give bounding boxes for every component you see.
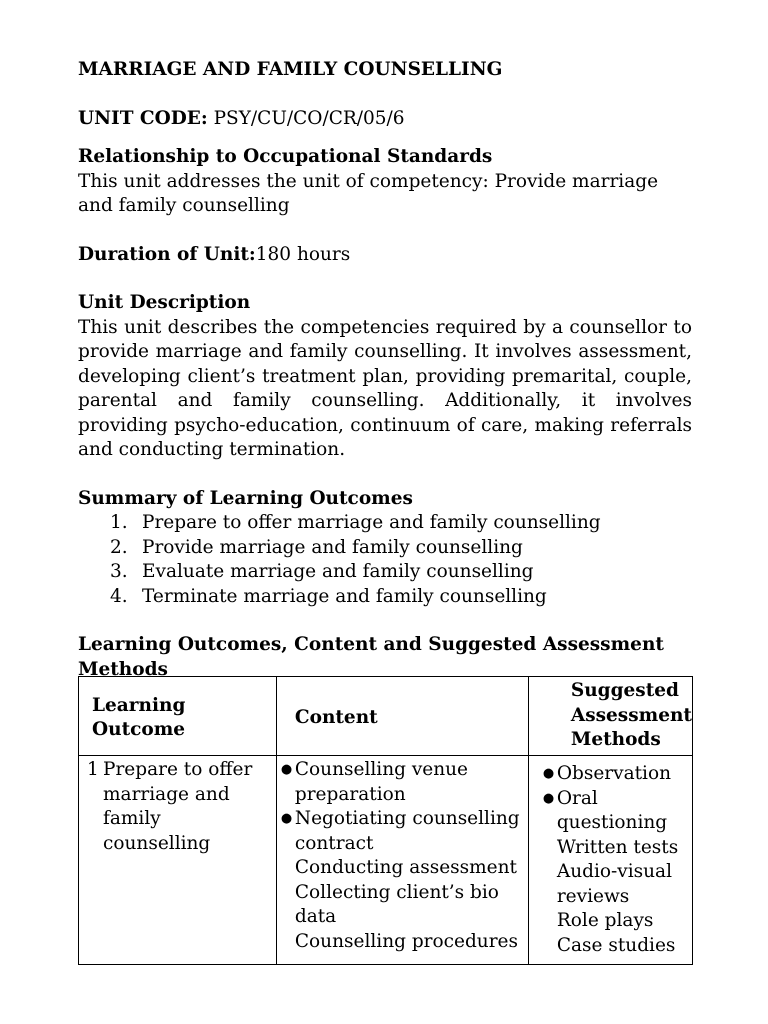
bullet-icon: ● xyxy=(280,762,293,777)
list-item: Collecting client’s bio data xyxy=(294,881,499,927)
relationship-text: This unit addresses the unit of competency: Provide marriage and family counselling xyxy=(78,170,659,216)
description-text: This unit describes the competencies required by a counsellor to provide marriage and family counselling. It involves assessment, developing client’s treatment plan, providing premarital, couple, parental and family counselling. Additionally, it involves providing psycho-education, continuum of care, making referrals and conducting termination. xyxy=(78,316,692,460)
header-learning-outcome: Learning Outcome xyxy=(79,677,277,756)
duration-line xyxy=(78,243,692,268)
list-item: ● Negotiating counselling contract xyxy=(280,808,520,854)
summary-list xyxy=(78,511,692,609)
learning-outcome-cell xyxy=(79,756,277,965)
unit-code-line xyxy=(78,107,692,131)
summary-heading: Summary of Learning Outcomes xyxy=(78,487,413,509)
assessment-cell xyxy=(528,756,692,965)
list-item: questioning xyxy=(556,812,668,833)
header-content: Content xyxy=(276,677,528,756)
unit-title: MARRIAGE AND FAMILY COUNSELLING xyxy=(78,59,503,80)
list-item-text: Evaluate marriage and family counselling xyxy=(142,561,534,582)
list-item-text: Terminate marriage and family counselling xyxy=(142,585,547,607)
list-item: Case studies xyxy=(556,934,676,956)
header-assessment-methods: Suggested Assessment Methods xyxy=(528,677,692,756)
duration-value: 180 hours xyxy=(255,243,351,265)
outcome-text: Prepare to offer marriage and family counselling xyxy=(103,759,253,854)
relationship-heading: Relationship to Occupational Standards xyxy=(78,146,493,167)
content-cell xyxy=(276,756,528,965)
list-item-number: 3. xyxy=(110,561,128,582)
outcome-number: 1 xyxy=(87,759,99,780)
list-item xyxy=(78,560,692,585)
list-item-number: 4. xyxy=(110,585,128,607)
list-item: Counselling procedures xyxy=(294,930,519,952)
duration-label: Duration of Unit: xyxy=(78,243,256,265)
list-item: Audio-visual xyxy=(556,861,672,882)
list-item xyxy=(78,511,692,536)
assessment-list xyxy=(543,762,690,811)
table-row xyxy=(79,756,693,965)
content-list xyxy=(281,758,526,856)
list-item xyxy=(78,585,692,610)
bullet-icon: ● xyxy=(542,766,555,781)
list-item: Written tests xyxy=(556,836,679,858)
description-heading: Unit Description xyxy=(78,292,251,313)
list-item: Role plays xyxy=(556,910,654,931)
list-item-number: 2. xyxy=(110,536,128,558)
list-item: ● Observation xyxy=(543,762,690,787)
list-item: ● Oral xyxy=(543,787,690,812)
table-heading: Learning Outcomes, Content and Suggested Assessment Methods xyxy=(78,634,664,680)
list-item-text: Provide marriage and family counselling xyxy=(142,536,523,558)
list-item-number: 1. xyxy=(110,512,128,533)
bullet-icon: ● xyxy=(542,790,555,806)
list-item: ● Counselling venue preparation xyxy=(280,759,469,805)
outcomes-table xyxy=(78,676,693,965)
list-item xyxy=(78,536,692,561)
document-page xyxy=(78,58,692,956)
unit-code-label: UNIT CODE: xyxy=(78,108,208,129)
list-item-text: Prepare to offer marriage and family counselling xyxy=(142,512,601,533)
table-header-row xyxy=(79,677,693,756)
unit-code-value: PSY/CU/CO/CR/05/6 xyxy=(207,108,405,129)
list-item: Conducting assessment xyxy=(294,857,517,878)
bullet-icon: ● xyxy=(280,811,293,826)
list-item: reviews xyxy=(556,885,630,907)
